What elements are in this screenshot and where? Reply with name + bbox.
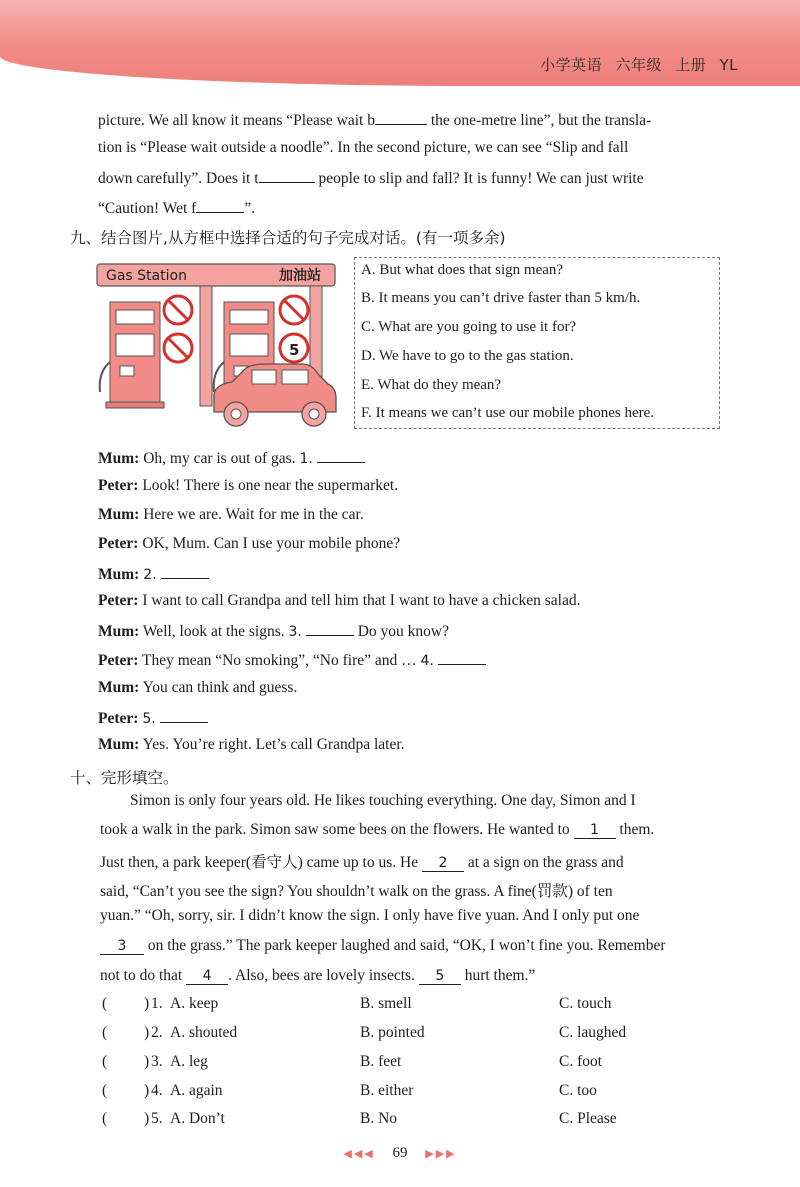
- speed-limit-sign: [280, 334, 308, 362]
- dialogue-text: You can think and guess.: [139, 679, 298, 696]
- intro-text: down carefully”. Does it t: [98, 170, 259, 187]
- dialogue-text: They mean “No smoking”, “No fire” and …: [138, 652, 421, 669]
- cloze-blank-5[interactable]: 5: [419, 969, 461, 985]
- passage-text: Just then, a park keeper(看守人) came up to us. He: [100, 854, 422, 871]
- answer-paren-open[interactable]: (: [102, 1053, 108, 1070]
- option-c: C. laughed: [559, 1024, 627, 1041]
- cloze-blank-4[interactable]: 4: [186, 969, 228, 985]
- section-9-title: 九、结合图片,从方框中选择合适的句子完成对话。(有一项多余): [70, 229, 506, 247]
- passage-text: . Also, bees are lovely insects.: [228, 967, 419, 984]
- intro-text: “Caution! Wet f: [98, 200, 197, 217]
- speaker-name: Peter:: [98, 477, 139, 494]
- option-b: B. smell: [360, 995, 412, 1012]
- speaker-name: Mum:: [98, 736, 140, 753]
- intro-text: people to slip and fall? It is funny! We can just write: [318, 170, 644, 187]
- next-arrows-icon: ▶▶▶: [425, 1147, 457, 1160]
- intro-line-2: tion is “Please wait outside a noodle”. In the second picture, we can see “Slip and fall: [98, 139, 629, 156]
- option-a: A. keep: [170, 995, 219, 1012]
- speaker-name: Peter:: [98, 592, 139, 609]
- cloze-blank-3[interactable]: 3: [100, 939, 144, 955]
- header-label: 小学英语 六年级 上册 YL: [540, 56, 738, 74]
- answer-paren-close[interactable]: ): [144, 1053, 150, 1070]
- speaker-name: Peter:: [98, 652, 139, 669]
- question-number: 1.: [151, 995, 163, 1012]
- dialogue-line: [98, 564, 209, 584]
- answer-blank[interactable]: [438, 650, 486, 665]
- prev-arrows-icon: ◀◀◀: [343, 1147, 375, 1160]
- dialogue-text: I want to call Grandpa and tell him that I want to have a chicken salad.: [138, 592, 581, 609]
- option-a: A. Don’t: [170, 1110, 225, 1127]
- intro-line-3: [98, 168, 644, 188]
- question-number: 5.: [151, 1110, 163, 1127]
- answer-paren-open[interactable]: (: [102, 1082, 108, 1099]
- passage-line-6: [100, 937, 666, 955]
- passage-line-7: [100, 967, 535, 985]
- gas-station-illustration: [96, 262, 338, 432]
- passage-text: took a walk in the park. Simon saw some bees on the flowers. He wanted to: [100, 821, 574, 838]
- speaker-name: Mum:: [98, 566, 140, 583]
- blank-number: 1.: [299, 451, 313, 467]
- option-c: C. What are you going to use it for?: [361, 319, 577, 335]
- question-number: 2.: [151, 1024, 163, 1041]
- answer-blank[interactable]: [161, 564, 209, 579]
- option-e: E. What do they mean?: [361, 377, 502, 393]
- dialogue-line: [98, 592, 580, 610]
- fuel-pump-left: [100, 302, 164, 408]
- answer-paren-close[interactable]: ): [144, 995, 150, 1012]
- option-c: C. foot: [559, 1053, 603, 1070]
- option-b: B. pointed: [360, 1024, 425, 1041]
- page-number: 69: [392, 1145, 408, 1161]
- answer-blank[interactable]: [259, 168, 315, 183]
- dialogue-text: Oh, my car is out of gas.: [139, 450, 300, 467]
- dialogue-line: [98, 621, 449, 641]
- passage-line-4: said, “Can’t you see the sign? You shouldn’t walk on the grass. A fine(罚款) of ten: [100, 883, 613, 900]
- answer-paren-open[interactable]: (: [102, 1024, 108, 1041]
- speaker-name: Peter:: [98, 535, 139, 552]
- answer-blank[interactable]: [306, 621, 354, 636]
- dialogue-line: [98, 736, 405, 754]
- dialogue-text: Here we are. Wait for me in the car.: [139, 506, 364, 523]
- option-a: A. leg: [170, 1053, 208, 1070]
- passage-text: them.: [615, 821, 655, 838]
- passage-line-5: yuan.” “Oh, sorry, sir. I didn’t know the sign. I only have five yuan. And I only put one: [100, 907, 640, 924]
- dialogue-line: [98, 708, 208, 728]
- option-a: A. shouted: [170, 1024, 238, 1041]
- speed-limit-value: 5: [289, 341, 300, 359]
- dialogue-line: [98, 448, 365, 468]
- section-10-title: 十、完形填空。: [70, 769, 179, 787]
- pillar: [200, 286, 212, 406]
- no-smoking-sign: [164, 296, 192, 324]
- no-fire-sign: [280, 296, 308, 324]
- question-number: 3.: [151, 1053, 163, 1070]
- option-b: B. feet: [360, 1053, 402, 1070]
- dialogue-text: Look! There is one near the supermarket.: [138, 477, 399, 494]
- sign-english: Gas Station: [106, 268, 187, 284]
- dialogue-line: [98, 679, 297, 697]
- intro-text: ”.: [244, 200, 256, 217]
- answer-blank[interactable]: [317, 448, 365, 463]
- blank-number: 5.: [142, 711, 156, 727]
- sign-chinese: 加油站: [279, 268, 321, 284]
- answer-blank[interactable]: [160, 708, 208, 723]
- passage-text: at a sign on the grass and: [463, 854, 624, 871]
- passage-line-3: [100, 850, 624, 872]
- dialogue-text: Do you know?: [353, 623, 449, 640]
- passage-line-1: Simon is only four years old. He likes touching everything. One day, Simon and I: [130, 792, 636, 809]
- passage-text: on the grass.” The park keeper laughed and said, “OK, I won’t fine you. Remember: [144, 937, 666, 954]
- answer-blank[interactable]: [196, 198, 244, 213]
- option-b: B. No: [360, 1110, 398, 1127]
- answer-paren-close[interactable]: ): [144, 1082, 150, 1099]
- answer-paren-close[interactable]: ): [144, 1110, 150, 1127]
- answer-paren-close[interactable]: ): [144, 1024, 150, 1041]
- dialogue-line: [98, 506, 364, 524]
- option-a: A. again: [170, 1082, 223, 1099]
- dialogue-line: [98, 477, 398, 495]
- option-c: C. too: [559, 1082, 597, 1099]
- cloze-blank-1[interactable]: 1: [574, 823, 616, 839]
- option-f: F. It means we can’t use our mobile phones here.: [361, 405, 655, 421]
- dialogue-text: OK, Mum. Can I use your mobile phone?: [138, 535, 401, 552]
- dialogue-text: Well, look at the signs.: [139, 623, 289, 640]
- answer-paren-open[interactable]: (: [102, 1110, 108, 1127]
- intro-line-1: [98, 110, 651, 130]
- speaker-name: Mum:: [98, 450, 140, 467]
- dialogue-text: Yes. You’re right. Let’s call Grandpa later.: [139, 736, 405, 753]
- intro-text: picture. We all know it means “Please wait b: [98, 112, 375, 129]
- speaker-name: Mum:: [98, 679, 140, 696]
- option-a: A. But what does that sign mean?: [361, 262, 564, 278]
- dialogue-line: [98, 535, 400, 553]
- speaker-name: Mum:: [98, 623, 140, 640]
- option-d: D. We have to go to the gas station.: [361, 348, 574, 364]
- passage-line-2: [100, 821, 654, 839]
- option-c: C. Please: [559, 1110, 617, 1127]
- pillar: [310, 286, 322, 378]
- options-box: [354, 257, 720, 429]
- answer-blank[interactable]: [375, 110, 427, 125]
- option-c: C. touch: [559, 995, 612, 1012]
- blank-number: 4.: [420, 653, 434, 669]
- speaker-name: Peter:: [98, 710, 139, 727]
- question-number: 4.: [151, 1082, 163, 1099]
- intro-text: the one-metre line”, but the transla-: [430, 112, 652, 129]
- dialogue-line: [98, 650, 486, 670]
- blank-number: 3.: [288, 624, 302, 640]
- blank-number: 2.: [143, 567, 157, 583]
- footer: [0, 1145, 800, 1162]
- passage-text: hurt them.”: [460, 967, 536, 984]
- option-b: B. It means you can’t drive faster than 5 km/h.: [361, 290, 641, 306]
- intro-line-4: [98, 198, 255, 218]
- no-phone-sign: [164, 334, 192, 362]
- passage-text: not to do that: [100, 967, 187, 984]
- option-b: B. either: [360, 1082, 414, 1099]
- answer-paren-open[interactable]: (: [102, 995, 108, 1012]
- cloze-blank-2[interactable]: 2: [422, 856, 464, 872]
- speaker-name: Mum:: [98, 506, 140, 523]
